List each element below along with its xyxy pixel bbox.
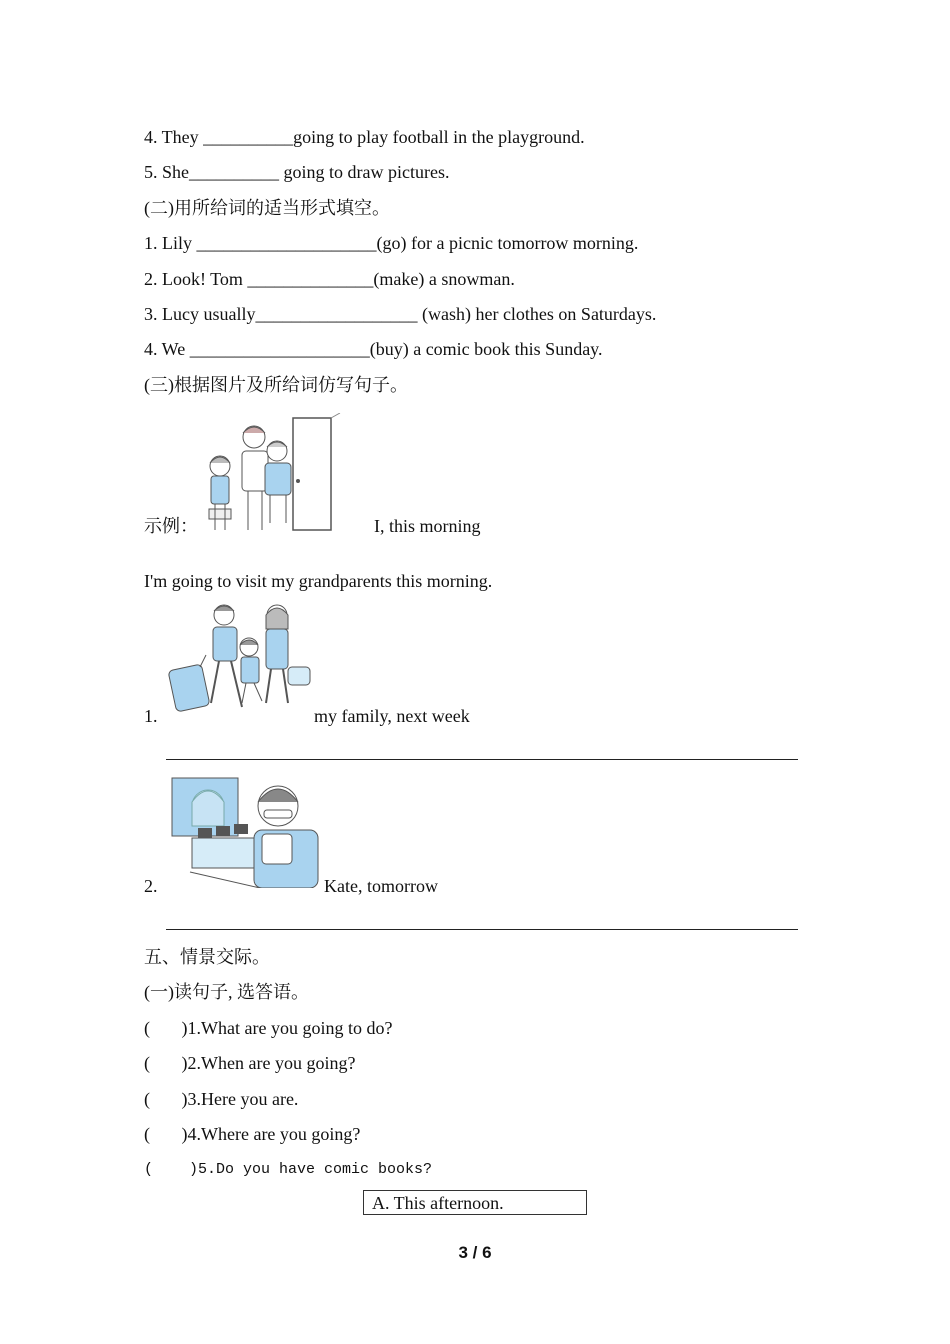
fill-question-4: 4. We ____________________(buy) a comic book this Sunday. xyxy=(144,339,603,359)
fill-question-1: 1. Lily ____________________(go) for a picnic tomorrow morning. xyxy=(144,233,639,253)
fill-question-2: 2. Look! Tom ______________(make) a snowman. xyxy=(144,269,515,289)
example-prompt: I, this morning xyxy=(374,516,481,536)
example-label: 示例： xyxy=(144,516,198,536)
question-2-number: 2. xyxy=(144,876,158,896)
fill-question-3: 3. Lucy usually__________________ (wash) her clothes on Saturdays. xyxy=(144,304,657,324)
answer-line-1[interactable] xyxy=(166,759,798,760)
question-2-prompt: Kate, tomorrow xyxy=(324,876,438,896)
section-5-title: 五、情景交际。 xyxy=(144,947,270,967)
page-number: 3 / 6 xyxy=(458,1243,492,1262)
question-1-prompt: my family, next week xyxy=(314,706,470,726)
dialogue-question-4: ( )4.Where are you going? xyxy=(144,1124,361,1144)
question-5: 5. She__________ going to draw pictures. xyxy=(144,162,450,182)
question-1-number: 1. xyxy=(144,706,158,726)
cinema-illustration xyxy=(170,776,320,888)
question-4: 4. They __________going to play football in the playground. xyxy=(144,127,585,147)
section-3-title: (三)根据图片及所给词仿写句子。 xyxy=(144,375,408,395)
dialogue-question-5: ( )5.Do you have comic books? xyxy=(144,1161,433,1178)
section-5-subtitle: (一)读句子, 选答语。 xyxy=(144,982,309,1002)
dialogue-question-1: ( )1.What are you going to do? xyxy=(144,1018,393,1038)
answer-line-2[interactable] xyxy=(166,929,798,930)
grandparents-illustration xyxy=(200,413,350,533)
dialogue-question-3: ( )3.Here you are. xyxy=(144,1089,299,1109)
dialogue-question-2: ( )2.When are you going? xyxy=(144,1053,356,1073)
answer-option-a: A. This afternoon. xyxy=(363,1190,587,1215)
section-2-title: (二)用所给词的适当形式填空。 xyxy=(144,198,390,218)
family-travel-illustration xyxy=(166,603,312,715)
example-answer: I'm going to visit my grandparents this morning. xyxy=(144,571,493,591)
